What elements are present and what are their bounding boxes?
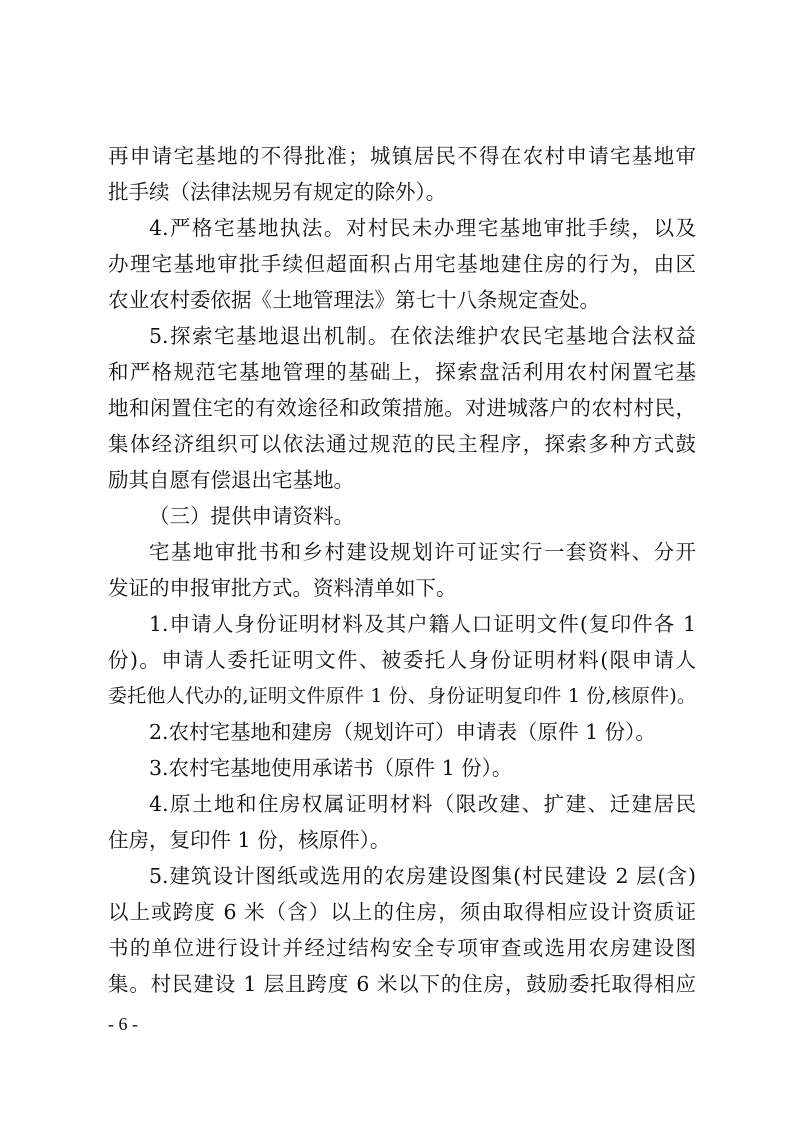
text-line: 批手续（法律法规另有规定的除外）。 — [108, 180, 447, 204]
text-line: 住房，复印件 1 份，核原件）。 — [108, 828, 391, 852]
page-number: - 6 - — [108, 1014, 138, 1034]
text-line: 1.申请人身份证明材料及其户籍人口证明文件(复印件各 1 — [149, 612, 696, 636]
text-line: 4.原土地和住房权属证明材料（限改建、扩建、迁建居民 — [149, 792, 696, 816]
text-line: 发证的申报审批方式。资料清单如下。 — [108, 576, 457, 600]
text-line: 宅基地审批书和乡村建设规划许可证实行一套资料、分开 — [149, 540, 696, 564]
text-line: 励其自愿有偿退出宅基地。 — [108, 468, 354, 492]
text-line: 地和闲置住宅的有效途径和政策措施。对进城落户的农村村民， — [108, 396, 696, 420]
text-line: 集。村民建设 1 层且跨度 6 米以下的住房，鼓励委托取得相应 — [108, 972, 696, 996]
text-line: 份)。申请人委托证明文件、被委托人身份证明材料(限申请人 — [108, 648, 696, 672]
text-line: 以上或跨度 6 米（含）以上的住房，须由取得相应设计资质证 — [108, 900, 696, 924]
text-line: 农业农村委依据《土地管理法》第七十八条规定查处。 — [108, 288, 600, 312]
text-line: 再申请宅基地的不得批准；城镇居民不得在农村申请宅基地审 — [108, 144, 696, 168]
text-line: 2.农村宅基地和建房（规划许可）申请表（原件 1 份）。 — [149, 720, 656, 744]
text-line: 5.建筑设计图纸或选用的农房建设图集(村民建设 2 层(含) — [149, 864, 696, 888]
text-line: 4.严格宅基地执法。对村民未办理宅基地审批手续，以及 — [149, 216, 696, 240]
text-line: 办理宅基地审批手续但超面积占用宅基地建住房的行为，由区 — [108, 252, 696, 276]
section-heading: （三）提供申请资料。 — [149, 504, 354, 528]
text-line: 3.农村宅基地使用承诺书（原件 1 份）。 — [149, 756, 513, 780]
text-line: 委托他人代办的,证明文件原件 1 份、身份证明复印件 1 份,核原件)。 — [108, 685, 696, 707]
text-line: 5.探索宅基地退出机制。在依法维护农民宅基地合法权益 — [149, 324, 696, 348]
document-body — [108, 138, 696, 1002]
text-line: 集体经济组织可以依法通过规范的民主程序，探索多种方式鼓 — [108, 432, 696, 456]
text-line: 书的单位进行设计并经过结构安全专项审查或选用农房建设图 — [108, 936, 696, 960]
text-line: 和严格规范宅基地管理的基础上，探索盘活利用农村闲置宅基 — [108, 360, 696, 384]
